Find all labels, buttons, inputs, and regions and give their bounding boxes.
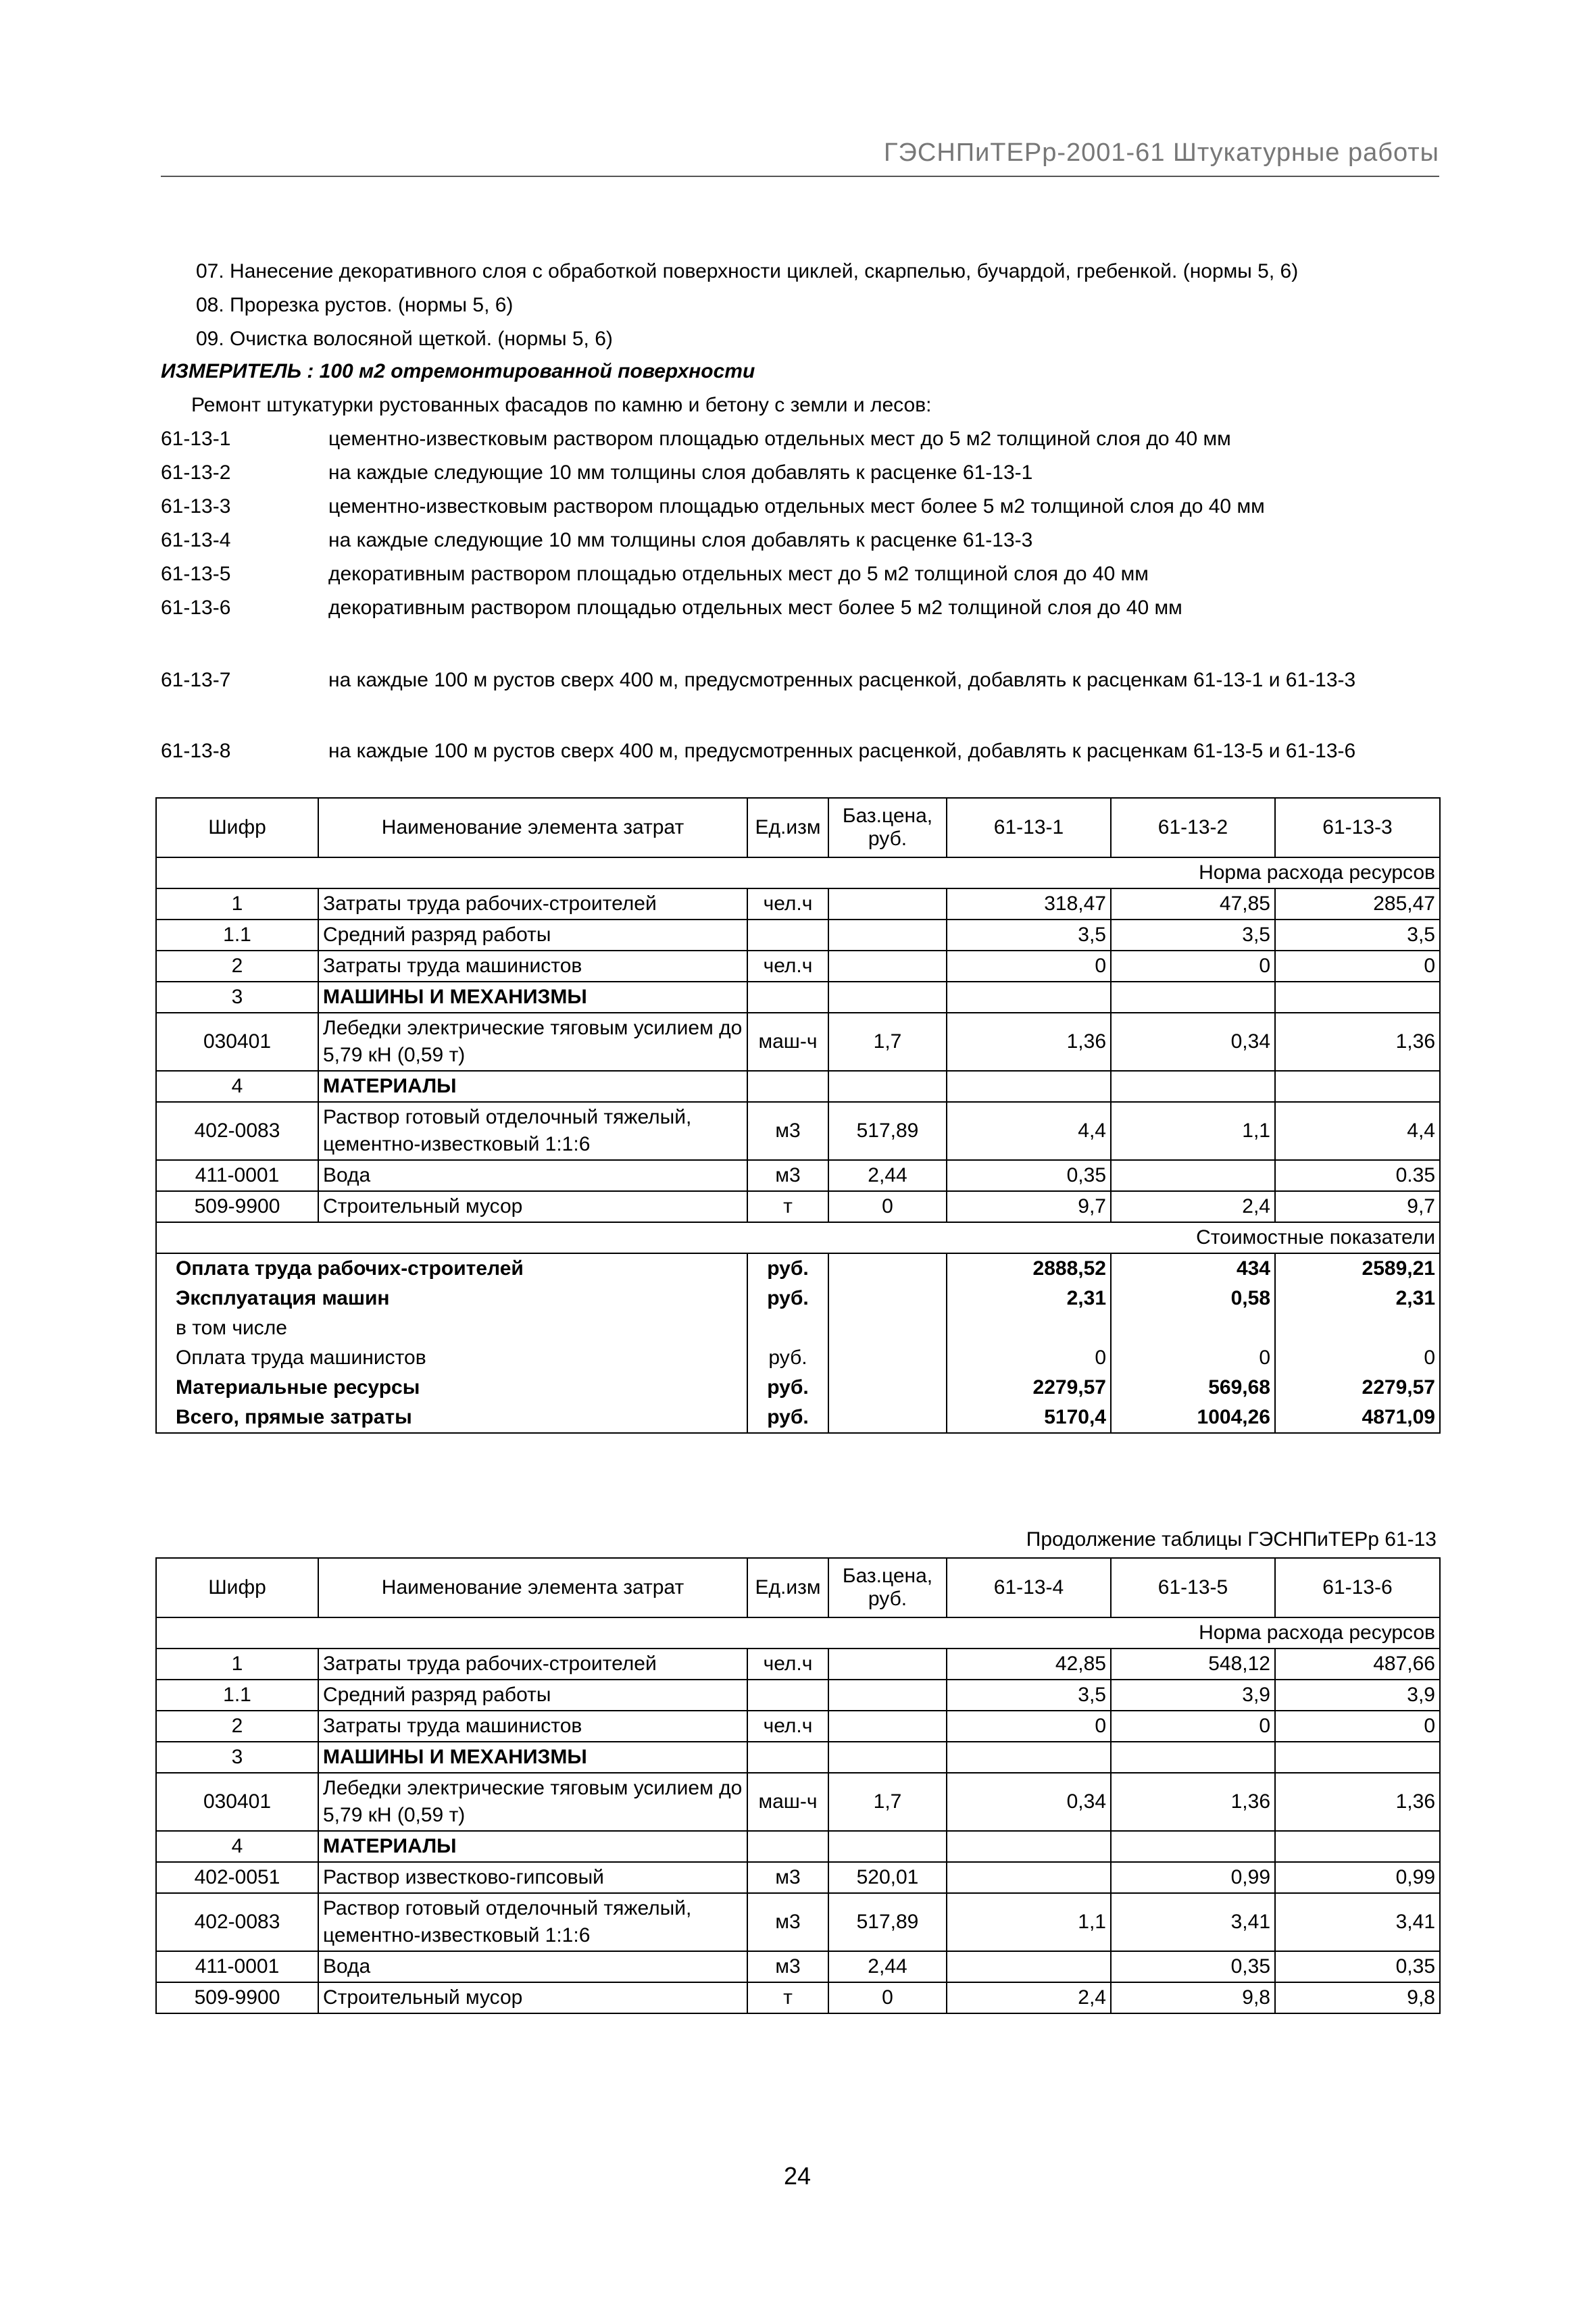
running-header: ГЭСНПиТЕРр-2001-61 Штукатурные работы [883,139,1439,167]
table-row: 402-0083 Раствор готовый отделочный тяжелый, цементно-известковый 1:1:6 м3 517,89 4,4 1,1 4,4 [156,1102,1440,1160]
cost-row: Оплата труда машинистов руб. 0 0 0 [156,1343,1440,1373]
table-row: 402-0083 Раствор готовый отделочный тяжелый, цементно-известковый 1:1:6 м3 517,89 1,1 3,41 3,41 [156,1893,1440,1951]
cost-row: Всего, прямые затраты руб. 5170,4 1004,26 4871,09 [156,1403,1440,1433]
col-rate-1: 61-13-1 [947,798,1111,857]
col-rate-6: 61-13-6 [1275,1558,1440,1617]
rate-description: на каждые 100 м рустов сверх 400 м, предусмотренных расценкой, добавлять к расценкам 61-13-5 и 61-13-6 [328,740,1356,762]
table-row: 411-0001 Вода м3 2,44 0,35 0.35 [156,1160,1440,1191]
rate-description: на каждые следующие 10 мм толщины слоя добавлять к расценке 61-13-3 [328,529,1033,551]
table-section-row: 3 МАШИНЫ И МЕХАНИЗМЫ [156,982,1440,1013]
col-name: Наименование элемента затрат [318,1558,747,1617]
rate-description: цементно-известковым раствором площадью отдельных мест до 5 м2 толщиной слоя до 40 мм [328,428,1231,450]
col-price: Баз.цена, руб. [828,798,947,857]
table-row: 411-0001 Вода м3 2,44 0,35 0,35 [156,1951,1440,1982]
table-section-row: 3 МАШИНЫ И МЕХАНИЗМЫ [156,1742,1440,1773]
measure-unit: ИЗМЕРИТЕЛЬ : 100 м2 отремонтированной поверхности [161,360,755,382]
step-08: 08. Прорезка рустов. (нормы 5, 6) [196,294,514,316]
norm-caption: Норма расхода ресурсов [156,1617,1440,1649]
table-row: 1.1 Средний разряд работы 3,5 3,5 3,5 [156,920,1440,951]
rate-code: 61-13-7 [161,669,231,691]
rate-code-row [161,495,1265,518]
rate-code-row [161,529,1032,552]
table-section-row: 4 МАТЕРИАЛЫ [156,1071,1440,1102]
cost-caption: Стоимостные показатели [156,1222,1440,1253]
rate-description: цементно-известковым раствором площадью отдельных мест более 5 м2 толщиной слоя до 40 мм [328,495,1265,518]
col-rate-2: 61-13-2 [1111,798,1275,857]
rate-description: декоративным раствором площадью отдельных мест более 5 м2 толщиной слоя до 40 мм [328,597,1182,619]
rate-description: на каждые 100 м рустов сверх 400 м, предусмотренных расценкой, добавлять к расценкам 61-13-1 и 61-13-3 [328,669,1356,691]
col-cipher: Шифр [156,1558,318,1617]
table-row: 1 Затраты труда рабочих-строителей чел.ч 42,85 548,12 487,66 [156,1649,1440,1680]
rate-description: на каждые следующие 10 мм толщины слоя добавлять к расценке 61-13-1 [328,461,1033,484]
table-section-row: 4 МАТЕРИАЛЫ [156,1831,1440,1862]
table-row: 2 Затраты труда машинистов чел.ч 0 0 0 [156,951,1440,982]
rate-code-row [161,669,1355,692]
table-row: 2 Затраты труда машинистов чел.ч 0 0 0 [156,1711,1440,1742]
step-09: 09. Очистка волосяной щеткой. (нормы 5, 6) [196,328,613,350]
col-rate-5: 61-13-5 [1111,1558,1275,1617]
table-row: 509-9900 Строительный мусор т 0 9,7 2,4 9,7 [156,1191,1440,1222]
header-rule [161,176,1439,177]
col-rate-3: 61-13-3 [1275,798,1440,857]
norms-table-2 [155,1557,1441,2014]
norm-caption: Норма расхода ресурсов [156,857,1440,888]
table-row: 1 Затраты труда рабочих-строителей чел.ч 318,47 47,85 285,47 [156,888,1440,920]
continuation-caption: Продолжение таблицы ГЭСНПиТЕРр 61-13 [1026,1528,1437,1551]
col-name: Наименование элемента затрат [318,798,747,857]
table-row: 030401 Лебедки электрические тяговым усилием до 5,79 кН (0,59 т) маш-ч 1,7 1,36 0,34 1,36 [156,1013,1440,1071]
rate-description: декоративным раствором площадью отдельных мест до 5 м2 толщиной слоя до 40 мм [328,563,1149,585]
step-07: 07. Нанесение декоративного слоя с обработкой поверхности циклей, скарпелью, бучардой, гребенкой. (нормы 5, 6) [196,260,1299,282]
section-subtitle: Ремонт штукатурки рустованных фасадов по камню и бетону с земли и лесов: [191,394,932,416]
rate-code-row [161,597,1182,620]
col-cipher: Шифр [156,798,318,857]
norms-table-1 [155,797,1441,1434]
rate-code: 61-13-8 [161,740,231,762]
col-rate-4: 61-13-4 [947,1558,1111,1617]
col-unit: Ед.изм [747,1558,828,1617]
table-row: 509-9900 Строительный мусор т 0 2,4 9,8 9,8 [156,1982,1440,2013]
rate-code: 61-13-5 [161,563,231,585]
table-row: 1.1 Средний разряд работы 3,5 3,9 3,9 [156,1680,1440,1711]
col-price: Баз.цена, руб. [828,1558,947,1617]
rate-code: 61-13-4 [161,529,231,551]
rate-code-row [161,461,1032,484]
rate-code: 61-13-3 [161,495,231,518]
rate-code-row [161,563,1149,586]
table-row: 030401 Лебедки электрические тяговым усилием до 5,79 кН (0,59 т) маш-ч 1,7 0,34 1,36 1,36 [156,1773,1440,1831]
table-row: 402-0051 Раствор известково-гипсовый м3 520,01 0,99 0,99 [156,1862,1440,1893]
cost-row: в том числе [156,1313,1440,1343]
rate-code: 61-13-2 [161,461,231,484]
table-header-row [156,798,1440,857]
cost-row: Материальные ресурсы руб. 2279,57 569,68 2279,57 [156,1373,1440,1403]
rate-code-row [161,428,1231,451]
rate-code: 61-13-1 [161,428,231,450]
cost-row: Оплата труда рабочих-строителей руб. 2888,52 434 2589,21 [156,1253,1440,1284]
cost-row: Эксплуатация машин руб. 2,31 0,58 2,31 [156,1284,1440,1313]
page-number: 24 [783,2162,812,2190]
table-header-row [156,1558,1440,1617]
col-unit: Ед.изм [747,798,828,857]
rate-code: 61-13-6 [161,597,231,619]
rate-code-row [161,740,1355,763]
